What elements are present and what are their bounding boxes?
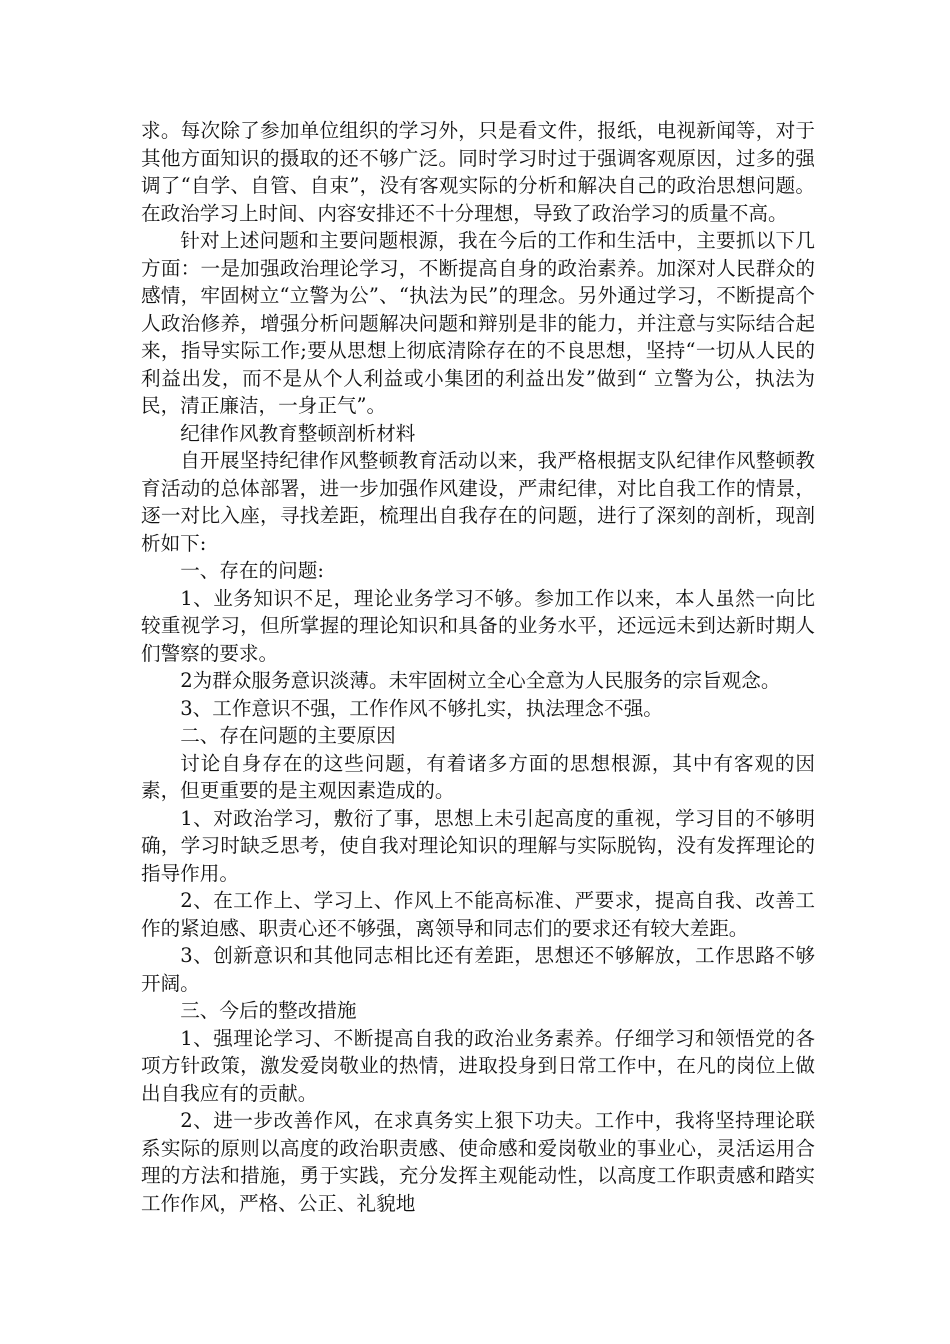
- cause-item-2: 2、在工作上、学习上、作风上不能高标准、严要求，提高自我、改善工作的紧迫感、职责心还不够强，离领导和同志们的要求还有较大差距。: [141, 889, 815, 940]
- document-body: [141, 117, 815, 1217]
- cause-item-3: 3、创新意识和其他同志相比还有差距，思想还不够解放，工作思路不够开阔。: [141, 944, 815, 995]
- measure-item-2: 2、进一步改善作风，在求真务实上狠下功夫。工作中，我将坚持理论联系实际的原则以高度的政治职责感、使命感和爱岗敬业的事业心，灵活运用合理的方法和措施，勇于实践，充分发挥主观能动性，以高度工作职责感和踏实工作作风，严格、公正、礼貌地: [141, 1109, 815, 1215]
- causes-intro: 讨论自身存在的这些问题，有着诸多方面的思想根源，其中有客观的因素，但更重要的是主观因素造成的。: [141, 751, 815, 802]
- measure-item-1: 1、强理论学习、不断提高自我的政治业务素养。仔细学习和领悟党的各项方针政策，激发爱岗敬业的热情，进取投身到日常工作中，在凡的岗位上做出自我应有的贡献。: [141, 1026, 815, 1105]
- section-title: 纪律作风教育整顿剖析材料: [180, 421, 416, 445]
- heading-causes: 二、存在问题的主要原因: [180, 724, 396, 747]
- problem-item-2: 2为群众服务意识淡薄。未牢固树立全心全意为人民服务的宗旨观念。: [180, 669, 781, 692]
- paragraph-2: 针对上述问题和主要问题根源，我在今后的工作和生活中，主要抓以下几方面：一是加强政治理论学习，不断提高自身的政治素养。加深对人民群众的感情，牢固树立“立警为公”、“执法为民”的理念。另外通过学习，不断提高个人政治修养，增强分析问题解决问题和辩别是非的能力，并注意与实际结合起来，指导实际工作;要从思想上彻底清除存在的不良思想，坚持“一切从人民的利益出发，而不是从个人利益或小集团的利益出发”做到“ 立警为公，执法为民，清正廉洁，一身正气”。: [141, 229, 815, 417]
- heading-problems: 一、存在的问题:: [180, 559, 324, 582]
- problem-item-1: 1、业务知识不足，理论业务学习不够。参加工作以来，本人虽然一向比较重视学习，但所掌握的理论知识和具备的业务水平，还远远未到达新时期人们警察的要求。: [141, 586, 815, 665]
- paragraph-1: 求。每次除了参加单位组织的学习外，只是看文件，报纸，电视新闻等，对于其他方面知识的摄取的还不够广泛。同时学习时过于强调客观原因，过多的强调了“自学、自管、自束”，没有客观实际的分析和解决自己的政治思想问题。在政治学习上时间、内容安排还不十分理想，导致了政治学习的质量不高。: [141, 119, 815, 225]
- paragraph-intro: 自开展坚持纪律作风整顿教育活动以来，我严格根据支队纪律作风整顿教育活动的总体部署，进一步加强作风建设，严肃纪律，对比自我工作的情景，逐一对比入座，寻找差距，梳理出自我存在的问题，进行了深刻的剖析，现剖析如下:: [141, 449, 815, 555]
- cause-item-1: 1、对政治学习，敷衍了事，思想上未引起高度的重视，学习目的不够明确，学习时缺乏思考，使自我对理论知识的理解与实际脱钩，没有发挥理论的指导作用。: [141, 806, 815, 885]
- heading-measures: 三、今后的整改措施: [180, 999, 357, 1022]
- problem-item-3: 3、工作意识不强，工作作风不够扎实，执法理念不强。: [180, 696, 663, 720]
